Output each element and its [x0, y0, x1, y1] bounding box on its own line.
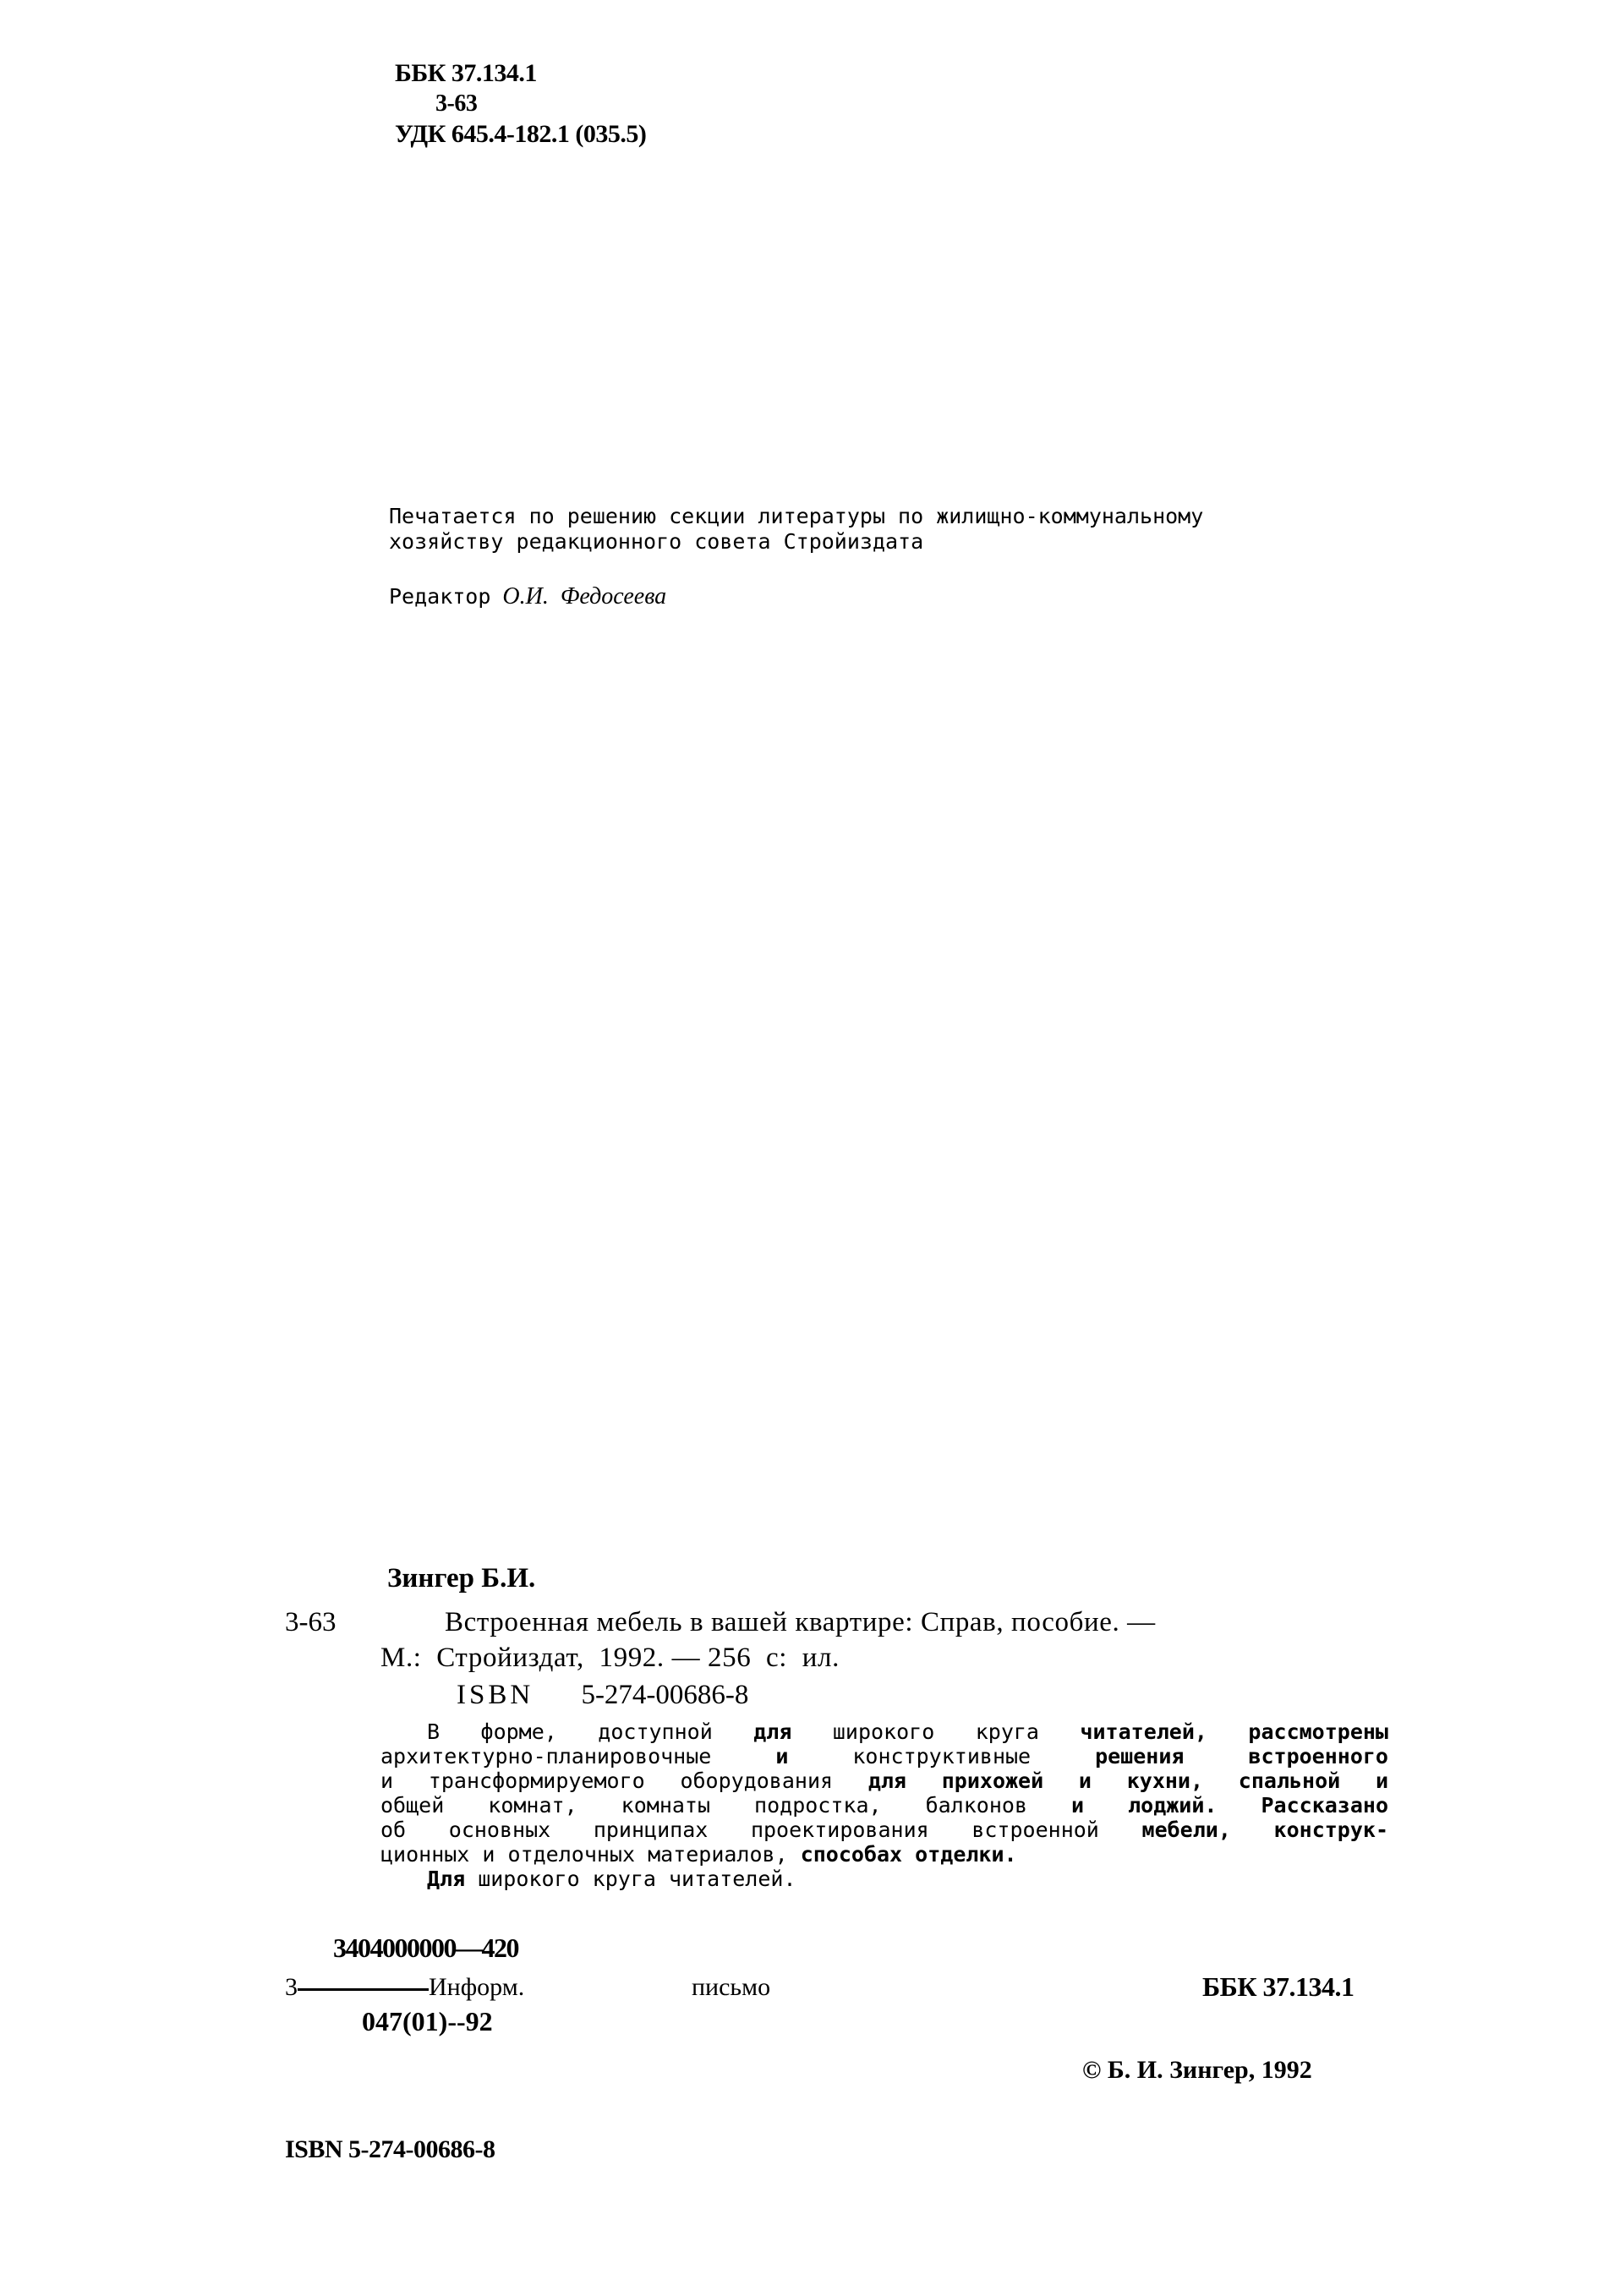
- fraction-bar: [298, 1988, 429, 1991]
- code-letter-2: письмо: [692, 1973, 771, 2001]
- author-mark: 3-63: [435, 90, 478, 117]
- annotation-line: ционных и отделочных материалов, способах отделки.: [380, 1842, 1017, 1867]
- annotation-line: В форме, доступной для широкого круга читателей, рассмотрены: [427, 1719, 1388, 1744]
- copyright: © Б. И. Зингер, 1992: [1082, 2056, 1312, 2084]
- decision-line-2: хозяйству редакционного совета Стройиздата: [389, 529, 924, 554]
- footer-isbn: ISBN 5-274-00686-8: [285, 2135, 495, 2163]
- annotation-line: об основных принципах проектирования встроенной мебели, конструк-: [380, 1818, 1388, 1842]
- card-isbn-label: ISBN: [457, 1680, 534, 1710]
- decision-line-1: Печатается по решению секции литературы по жилищно-коммунальному: [389, 504, 1204, 528]
- code-fraction-line: [285, 1973, 524, 2002]
- code-letter: Информ.: [429, 1973, 525, 2001]
- code-denominator: 047(01)--92: [362, 2006, 493, 2036]
- card-title-line-1: Встроенная мебель в вашей квартире: Справ, пособие. —: [445, 1607, 1156, 1637]
- editor-label: Редактор: [389, 584, 491, 609]
- card-annotation: [380, 1719, 1388, 1891]
- annotation-line: архитектурно-планировочные и конструктивные решения встроенного: [380, 1744, 1388, 1768]
- card-author: Зингер Б.И.: [387, 1563, 536, 1594]
- annotation-line: общей комнат, комнаты подростка, балконов и лоджий. Рассказано: [380, 1793, 1389, 1818]
- editor-line: [389, 583, 666, 610]
- code-prefix: 3: [285, 1973, 298, 2001]
- editor-name: О.И. Федосеева: [502, 583, 667, 610]
- bbk-code: ББК 37.134.1: [395, 59, 537, 87]
- annotation-line: и трансформируемого оборудования для прихожей и кухни, спальной и: [380, 1768, 1389, 1793]
- card-isbn: [457, 1677, 748, 1713]
- card-isbn-value: 5-274-00686-8: [581, 1680, 749, 1710]
- card-title-line-2: М.: Стройиздат, 1992. — 256 с: ил.: [380, 1643, 840, 1673]
- udk-code: УДК 645.4-182.1 (035.5): [395, 120, 647, 148]
- card-bbk: ББК 37.134.1: [1202, 1971, 1354, 2002]
- code-numerator: 3404000000—420: [333, 1932, 518, 1963]
- annotation-line: Для широкого круга читателей.: [427, 1867, 796, 1891]
- card-call-number: 3-63: [285, 1607, 337, 1637]
